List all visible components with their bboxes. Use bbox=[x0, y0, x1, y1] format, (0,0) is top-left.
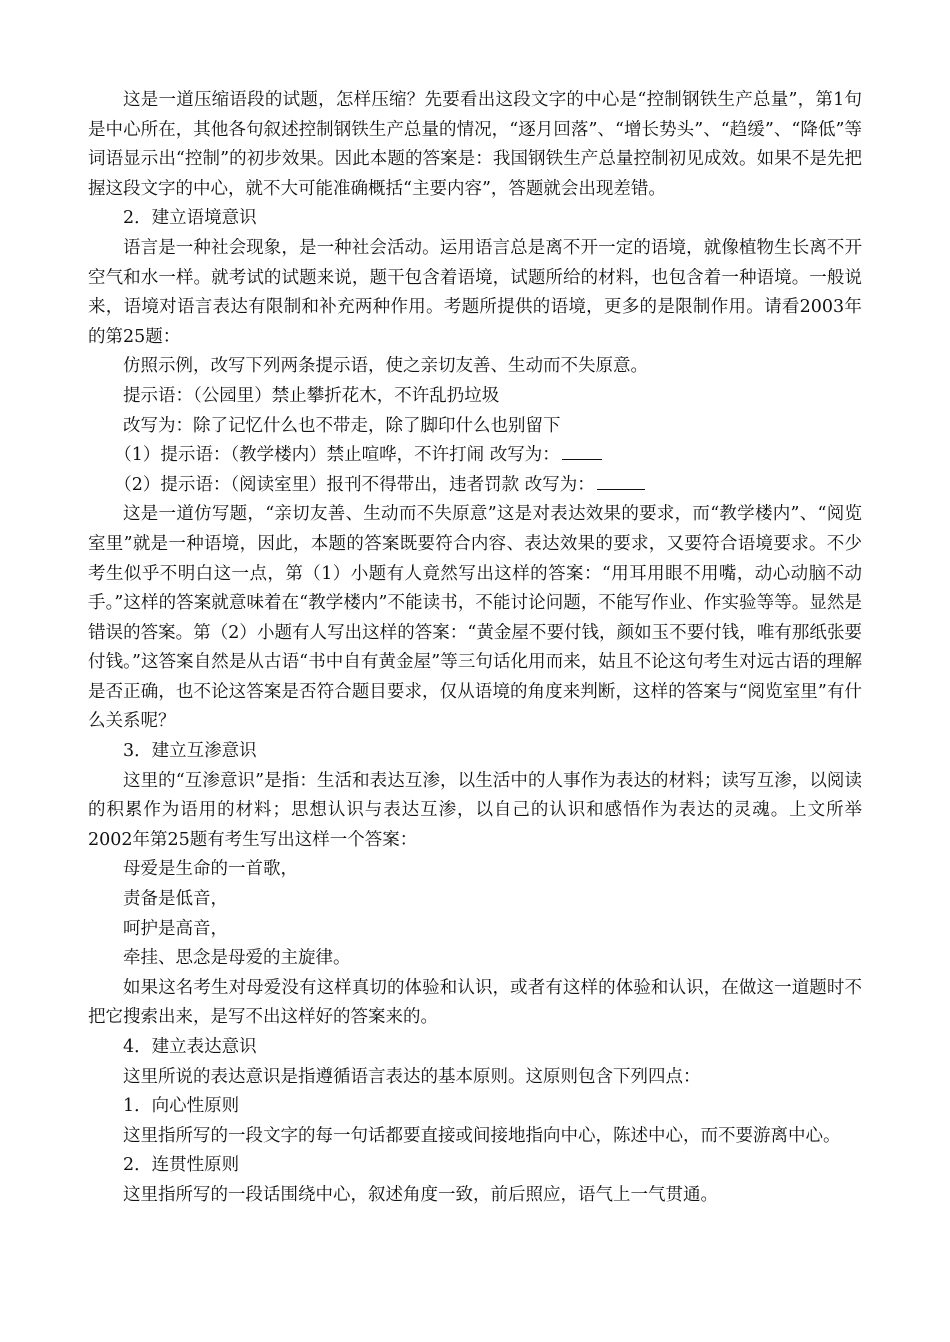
paragraph-context-intro: 语言是一种社会现象，是一种社会活动。运用语言总是离不开一定的语境，就像植物生长离不开空气和水一样。就考试的试题来说，题干包含着语境，试题所给的材料，也包含着一种语境。一般说来，语境对语言表达有限制和补充两种作用。考题所提供的语境，更多的是限制作用。请看2003年的第25题： bbox=[88, 237, 862, 347]
heading-expression-awareness: 4．建立表达意识 bbox=[123, 1037, 257, 1057]
heading-centripetal-principle: 1．向心性原则 bbox=[123, 1096, 240, 1117]
question-item-2 bbox=[88, 471, 862, 501]
paragraph-coherence-principle: 这里指所写的一段话围绕中心，叙述角度一致，前后照应，语气上一气贯通。 bbox=[123, 1184, 718, 1205]
question-item-2-text: （2）提示语：（阅读室里）报刊不得带出，违者罚款 改写为： bbox=[114, 474, 595, 495]
paragraph-expression-principles: 这里所说的表达意识是指遵循语言表达的基本原则。这原则包含下列四点： bbox=[123, 1066, 701, 1087]
example-prompt: 提示语：（公园里）禁止攀折花木，不许乱扔垃圾 bbox=[123, 385, 500, 406]
question-instruction: 仿照示例，改写下列两条提示语，使之亲切友善、生动而不失原意。 bbox=[123, 356, 648, 377]
paragraph-compression-answer: 这是一道压缩语段的试题，怎样压缩？先要看出这段文字的中心是“控制钢铁生产总量”，第1句是中心所在，其他各句叙述控制钢铁生产总量的情况，“逐月回落”、“增长势头”、“趋缓”、“降低”等词语显示出“控制”的初步效果。因此本题的答案是：我国钢铁生产总量控制初见成效。如果不是先把握这段文字的中心，就不大可能准确概括“主要内容”，答题就会出现差错。 bbox=[88, 90, 862, 199]
heading-coherence-principle: 2．连贯性原则 bbox=[123, 1155, 240, 1176]
paragraph-imitation-analysis: 这是一道仿写题，“亲切友善、生动而不失原意”这是对表达效果的要求，而“教学楼内”、“阅览室里”就是一种语境，因此，本题的答案既要符合内容、表达效果的要求，又要符合语境要求。不少考生似乎不明白这一点，第（1）小题有人竟然写出这样的答案：“用耳用眼不用嘴，动心动脑不动手。”这样的答案就意味着在“教学楼内”不能读书，不能讨论问题，不能写作业、作实验等等。显然是错误的答案。第（2）小题有人写出这样的答案：“黄金屋不要付钱，颜如玉不要付钱，唯有那纸张要付钱。”这答案自然是从古语“书中自有黄金屋”等三句话化用而来，姑且不论这句考生对远古语的理解是否正确，也不论这答案是否符合题目要求，仅从语境的角度来判断，这样的答案与“阅览室里”有什么关系呢？ bbox=[88, 504, 862, 732]
poem-line-2: 责备是低音， bbox=[123, 889, 228, 910]
poem-line-4: 牵挂、思念是母爱的主旋律。 bbox=[123, 948, 351, 969]
poem-line-3: 呵护是高音， bbox=[123, 918, 228, 939]
paragraph-centripetal-principle: 这里指所写的一段文字的每一句话都要直接或间接地指向中心，陈述中心，而不要游离中心。 bbox=[123, 1125, 841, 1146]
answer-blank-2 bbox=[597, 472, 645, 490]
question-item-1 bbox=[88, 441, 862, 471]
heading-interpenetration-awareness: 3．建立互渗意识 bbox=[123, 741, 257, 762]
paragraph-interpenetration-definition: 这里的“互渗意识”是指：生活和表达互渗，以生活中的人事作为表达的材料；读写互渗，以阅读的积累作为语用的材料；思想认识与表达互渗，以自己的认识和感悟作为表达的灵魂。上文所举2002年第25题有考生写出这样一个答案： bbox=[88, 770, 862, 850]
example-rewrite: 改写为：除了记忆什么也不带走，除了脚印什么也别留下 bbox=[123, 415, 561, 436]
answer-blank-1 bbox=[562, 443, 602, 461]
heading-context-awareness: 2．建立语境意识 bbox=[123, 208, 257, 229]
poem-line-1: 母爱是生命的一首歌， bbox=[123, 859, 298, 880]
question-item-1-text: （1）提示语：（教学楼内）禁止喧哗，不许打闹 改写为： bbox=[114, 445, 560, 466]
paragraph-poem-comment: 如果这名考生对母爱没有这样真切的体验和认识，或者有这样的体验和认识，在做这一道题时不把它搜索出来，是写不出这样好的答案来的。 bbox=[88, 977, 862, 1028]
